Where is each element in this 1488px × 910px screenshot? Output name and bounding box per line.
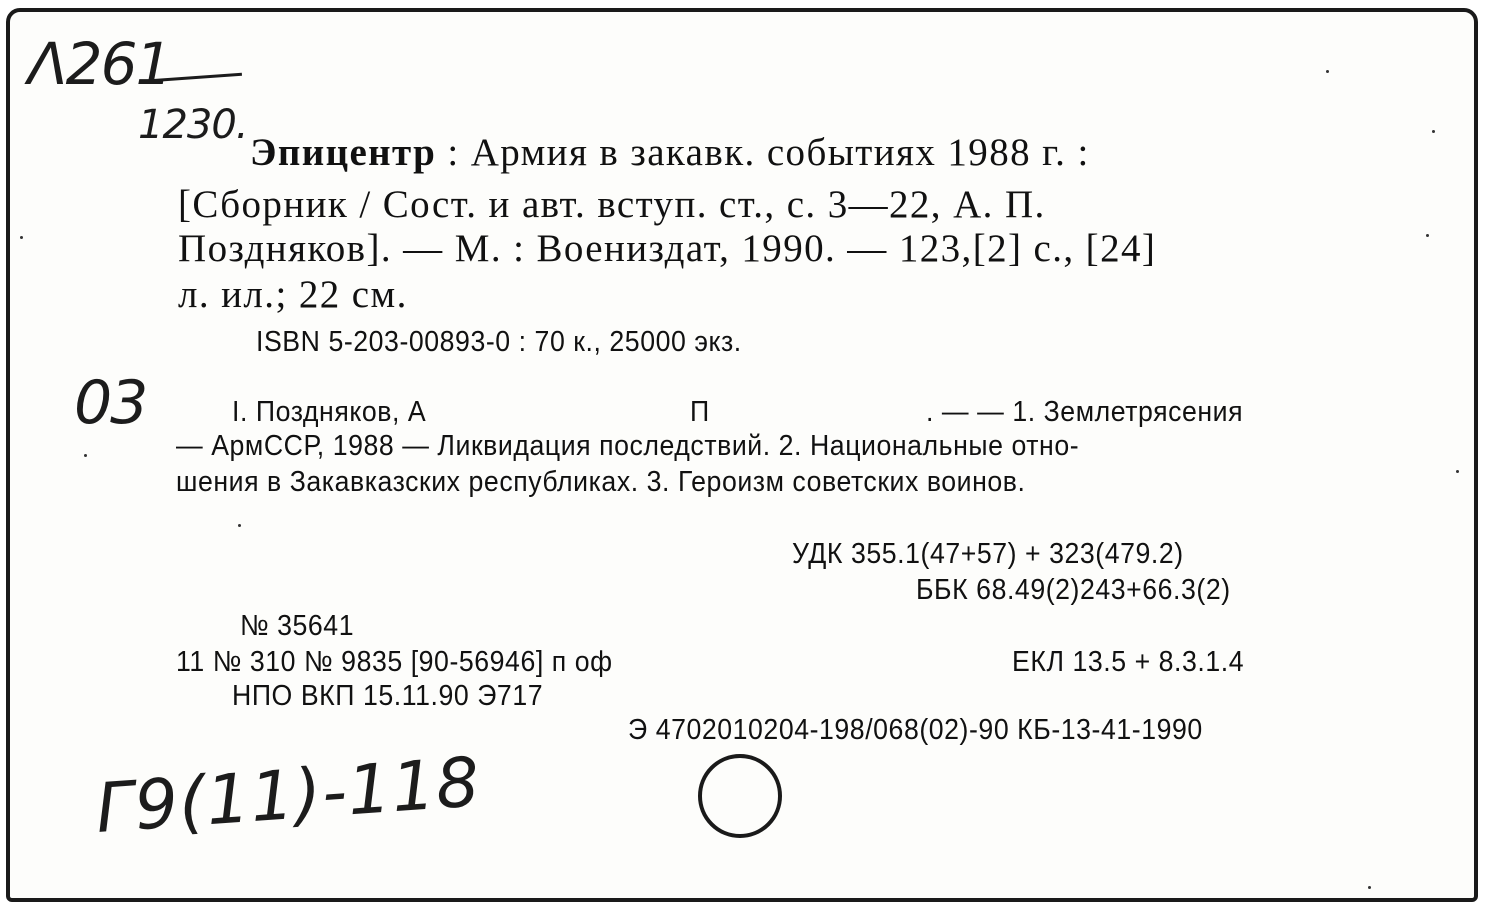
card-number: № 35641 [240,610,355,642]
udk-index: УДК 355.1(47+57) + 323(479.2) [792,538,1184,570]
speck [1456,470,1459,473]
speck [84,454,87,457]
speck [20,236,23,239]
speck [1432,130,1435,133]
tracing-author: I. Поздняков, А [232,396,427,428]
entry-line-4: л. ил.; 22 см. [178,273,408,316]
handwritten-shelf-number: Λ261 [28,30,171,98]
order-line: 11 № 310 № 9835 [90-56946] п оф [176,646,613,678]
speck [1326,70,1329,73]
speck [1426,234,1429,237]
tracing-subject-1: . — — 1. Землетрясения [926,396,1244,428]
tracing-initial: П [690,396,710,428]
entry-line-3: Поздняков]. — М. : Воениздат, 1990. — 123,[2] с., [24] [178,227,1157,270]
entry-title-rest: : Армия в закавк. событиях 1988 г. : [447,131,1090,174]
npo-line: НПО ВКП 15.11.90 Э717 [232,680,544,712]
speck [1368,886,1371,889]
speck [238,524,241,527]
publication-code: Э 4702010204-198/068(02)-90 КБ-13-41-1990 [628,714,1203,746]
bbk-index: ББК 68.49(2)243+66.3(2) [916,574,1231,606]
isbn-line: ISBN 5-203-00893-0 : 70 к., 25000 экз. [256,326,742,358]
handwritten-inventory-number: 1230. [138,102,248,148]
punch-hole-circle [698,754,782,838]
entry-line-2: [Сборник / Сост. и авт. вступ. ст., с. 3—22, А. П. [178,183,1046,226]
tracing-line-2: — АрмССР, 1988 — Ликвидация последствий. 2. Национальные отно- [176,430,1080,462]
handwritten-classification-code: Г9(11)-118 [93,743,483,849]
ekl-index: ЕКЛ 13.5 + 8.3.1.4 [1012,646,1245,678]
tracing-line-3: шения в Закавказских республиках. 3. Героизм советских воинов. [176,466,1026,498]
entry-line-1 [250,130,1090,176]
handwritten-mark: 03 [74,368,147,438]
entry-title-lead: Эпицентр [250,131,437,174]
